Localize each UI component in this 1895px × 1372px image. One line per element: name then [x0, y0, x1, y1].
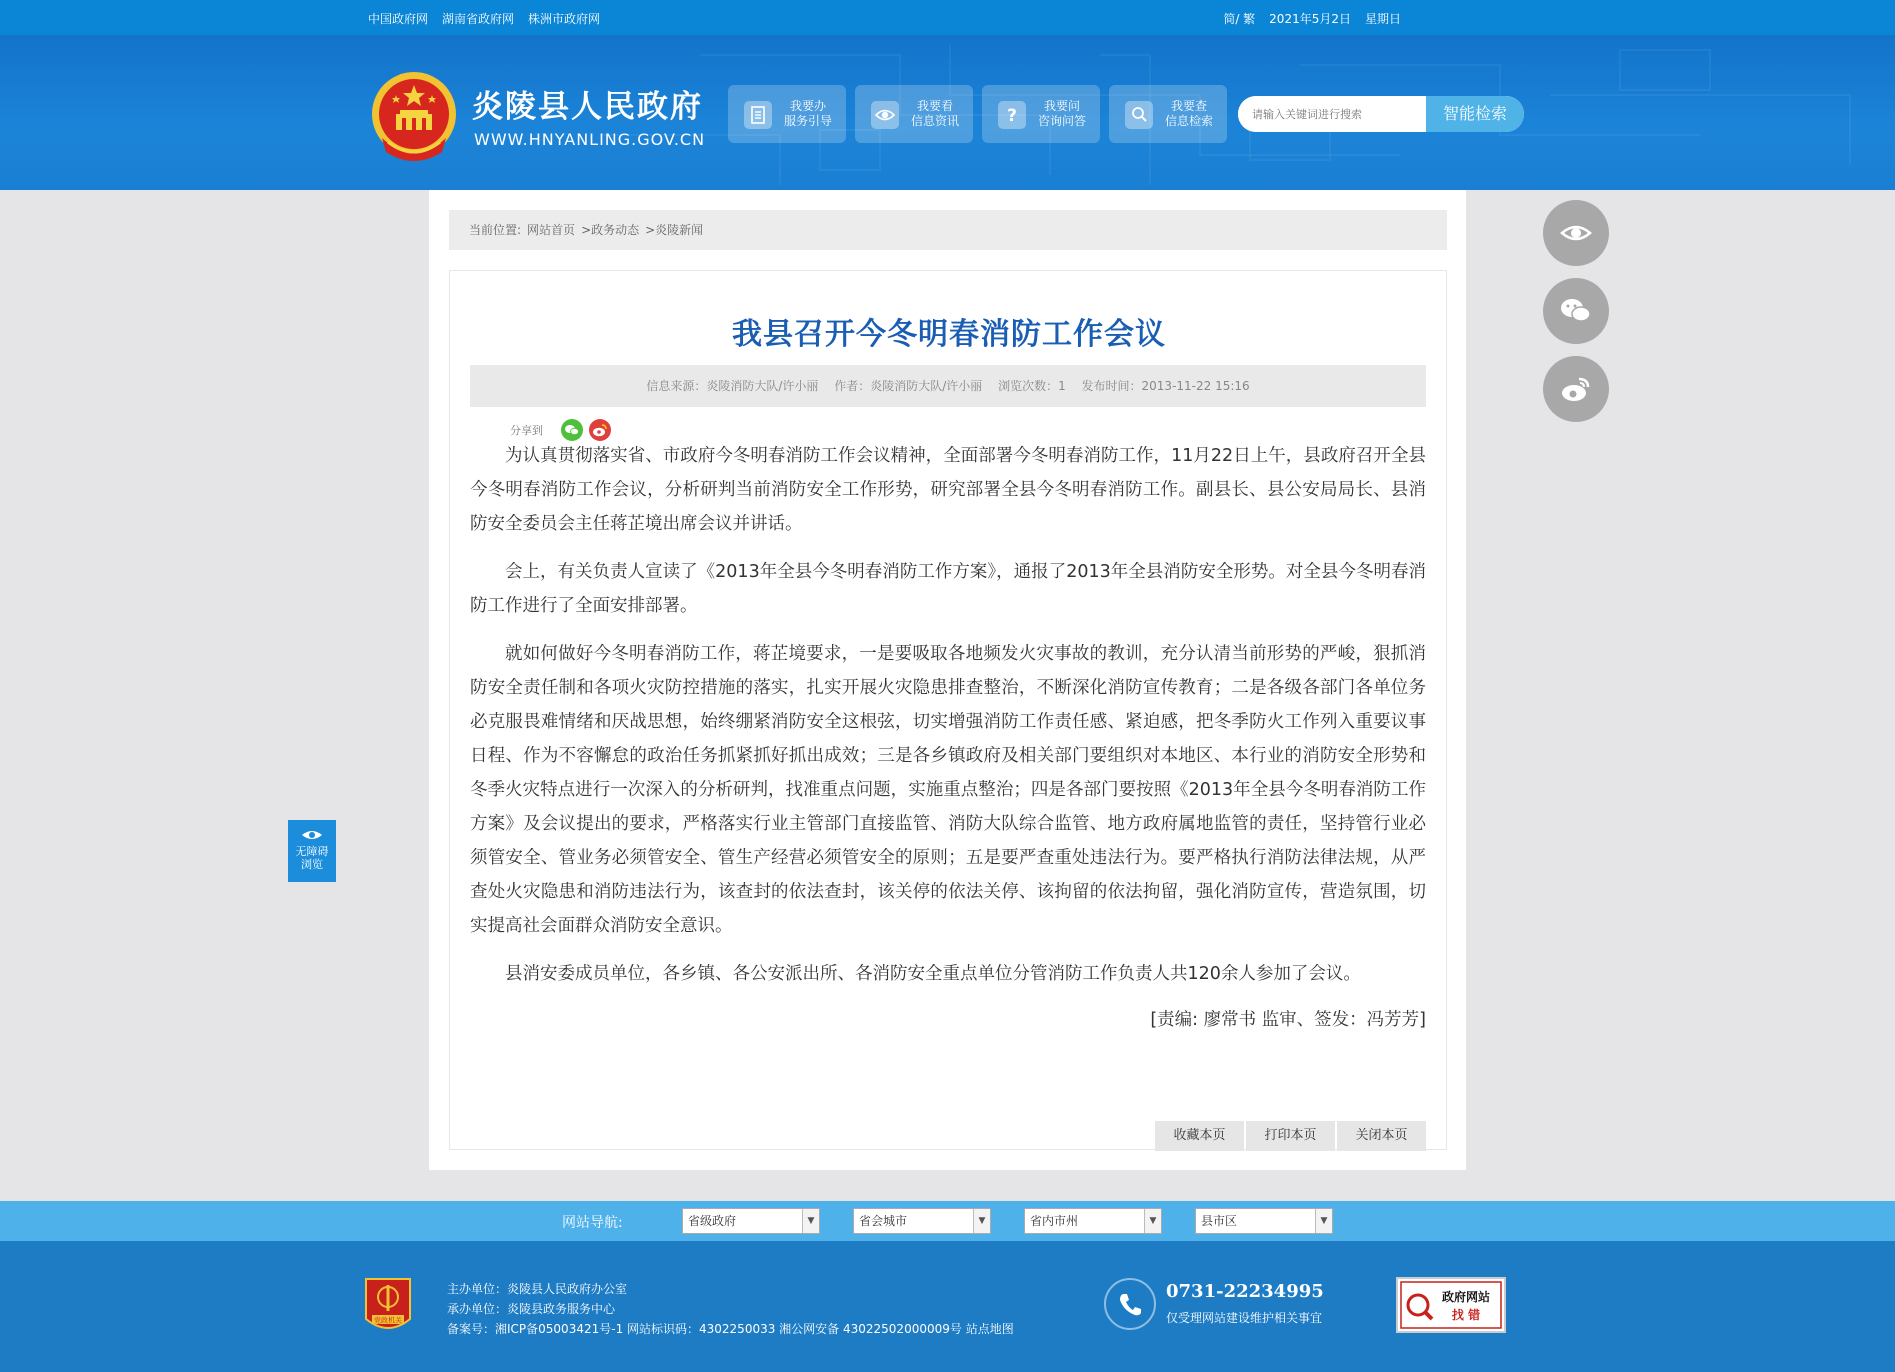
breadcrumb-home[interactable]: 网站首页 — [527, 223, 576, 237]
float-eye-button[interactable] — [1543, 200, 1609, 266]
footer-undertaker: 承办单位：炎陵县政务服务中心 — [447, 1302, 616, 1316]
contact-phone: 0731-22234995 — [1166, 1281, 1324, 1302]
question-icon — [998, 101, 1026, 129]
select-provincial-gov[interactable]: 省级政府 ▼ — [682, 1208, 820, 1234]
tile-label: 我要办 服务引导 — [783, 99, 832, 128]
select-province-city[interactable]: 省内市州 ▼ — [1024, 1208, 1162, 1234]
weibo-icon — [1543, 356, 1609, 422]
chevron-down-icon: ▼ — [1144, 1209, 1161, 1233]
site-footer — [0, 1241, 1895, 1372]
chevron-down-icon: ▼ — [802, 1209, 819, 1233]
article-paragraph: 县消安委成员单位，各乡镇、各公安派出所、各消防安全重点单位分管消防工作负责人共120余人参加了会议。 — [505, 964, 1361, 984]
nav-label: 网站导航: — [562, 1215, 623, 1231]
article-paragraph: 会上，有关负责人宣读了《2013年全县今冬明春消防工作方案》，通报了2013年全县消防安全形势。对全县今冬明春消防工作进行了全面安排部署。 — [470, 562, 1426, 616]
print-page-button[interactable]: 打印本页 — [1246, 1121, 1335, 1151]
article — [449, 270, 1447, 1150]
editor-credit: [责编: 廖常书 监审、签发：冯芳芳] — [1150, 1010, 1426, 1030]
article-meta — [470, 365, 1426, 407]
svg-text:党政机关: 党政机关 — [374, 1316, 402, 1325]
float-weibo-button[interactable] — [1543, 356, 1609, 422]
article-paragraph: 为认真贯彻落实省、市政府今冬明春消防工作会议精神，全面部署今冬明春消防工作，11月22日上午，县政府召开全县今冬明春消防工作会议，分析研判当前消防安全工作形势，研究部署全县今冬明春消防工作。副县长、县公安局局长、县消防安全委员会主任蒋芷境出席会议并讲话。 — [470, 446, 1426, 534]
search-input[interactable] — [1238, 96, 1428, 132]
link-zhuzhou-gov[interactable]: 株洲市政府网 — [528, 12, 601, 26]
site-domain: WWW.HNYANLING.GOV.CN — [474, 130, 706, 149]
meta-published: 发布时间：2013-11-22 15:16 — [1081, 379, 1250, 393]
chevron-down-icon: ▼ — [973, 1209, 990, 1233]
svg-text:?: ? — [1007, 106, 1017, 126]
tile-consult[interactable] — [982, 85, 1100, 143]
float-wechat-button[interactable] — [1543, 278, 1609, 344]
meta-views: 浏览次数：1 — [998, 379, 1066, 393]
wechat-icon[interactable] — [561, 419, 583, 441]
accessibility-label: 无障碍 — [295, 845, 329, 858]
close-page-button[interactable]: 关闭本页 — [1337, 1121, 1426, 1151]
breadcrumb — [449, 210, 1447, 250]
meta-source: 信息来源：炎陵消防大队/许小丽 — [646, 379, 819, 393]
eye-icon — [1543, 200, 1609, 266]
svg-text:政府网站: 政府网站 — [1441, 1290, 1491, 1304]
party-government-badge[interactable] — [362, 1275, 414, 1337]
article-paragraph: 就如何做好今冬明春消防工作，蒋芷境要求，一是要吸取各地频发火灾事故的教训，充分认清当前形势的严峻，狠抓消防安全责任制和各项火灾防控措施的落实，扎实开展火灾隐患排查整治，不断深化消防宣传教育；二是各级各部门各单位务必克服畏难情绪和厌战思想，始终绷紧消防安全这根弦，切实增强消防工作责任感、紧迫感，把冬季防火工作列入重要议事日程、作为不容懈怠的政治任务抓紧抓好抓出成效；三是各乡镇政府及相关部门要组织对本地区、本行业的消防安全形势和冬季火灾特点进行一次深入的分析研判，找准重点问题，实施重点整治；四是各部门要按照《2013年全县今冬明春消防工作方案》及会议提出的要求，严格落实行业主管部门直接监管、消防大队综合监管、地方政府属地监管的责任，坚持管行业必须管安全、管业务必须管安全、管生产经营必须管安全的原则；五是要严查重处违法行为。要严格执行消防法律法规，从严查处火灾隐患和消防违法行为，该查封的依法查封，该关停的依法关停、该拘留的依法拘留，强化消防宣传，营造氛围，切实提高社会面群众消防安全意识。 — [470, 644, 1426, 936]
tile-label: 我要查 信息检索 — [1164, 99, 1213, 128]
national-emblem-logo — [368, 68, 460, 168]
chevron-down-icon: ▼ — [1315, 1209, 1332, 1233]
eye-icon — [300, 828, 324, 842]
article-actions — [1155, 1121, 1426, 1151]
footer-info — [447, 1279, 1014, 1339]
link-hunan-gov[interactable]: 湖南省政府网 — [442, 12, 515, 26]
article-body — [470, 439, 1426, 1005]
lang-toggle[interactable]: 简/ 繁 — [1223, 12, 1256, 26]
select-capital-city[interactable]: 省会城市 ▼ — [853, 1208, 991, 1234]
top-links — [368, 10, 600, 27]
accessibility-button[interactable] — [288, 820, 336, 882]
wechat-icon — [1543, 278, 1609, 344]
tile-information[interactable] — [855, 85, 973, 143]
document-icon — [744, 101, 772, 129]
content-panel — [429, 190, 1466, 1170]
current-weekday: 星期日 — [1364, 12, 1401, 26]
share-label: 分享到 — [510, 424, 543, 437]
search-icon — [1125, 101, 1153, 129]
tile-retrieval[interactable] — [1109, 85, 1227, 143]
footer-record: 备案号：湘ICP备05003421号-1 网站标识码：4302250033 湘公网安备 43022502000009号 站点地图 — [447, 1322, 1014, 1336]
search-button[interactable]: 智能检索 — [1426, 96, 1524, 132]
breadcrumb-label: 当前位置: — [469, 223, 522, 237]
site-nav-bar — [0, 1201, 1895, 1241]
svg-text:找 错: 找 错 — [1451, 1308, 1481, 1322]
tile-service-guide[interactable] — [728, 85, 846, 143]
weibo-icon[interactable] — [589, 419, 611, 441]
site-header — [0, 35, 1895, 190]
phone-icon — [1104, 1278, 1156, 1330]
tile-label: 我要问 咨询问答 — [1037, 99, 1086, 128]
share-bar — [510, 419, 611, 441]
link-gov-cn[interactable]: 中国政府网 — [368, 12, 429, 26]
top-bar — [0, 0, 1895, 35]
breadcrumb-news[interactable]: >炎陵新闻 — [645, 223, 704, 237]
search-box — [1238, 96, 1524, 132]
find-error-button[interactable] — [1396, 1277, 1506, 1333]
accessibility-label: 浏览 — [301, 858, 323, 871]
eye-icon — [871, 101, 899, 129]
footer-organizer: 主办单位：炎陵县人民政府办公室 — [447, 1282, 628, 1296]
tile-label: 我要看 信息资讯 — [910, 99, 959, 128]
site-title: 炎陵县人民政府 — [472, 89, 703, 125]
top-right — [1223, 10, 1401, 27]
article-title: 我县召开今冬明春消防工作会议 — [732, 317, 1166, 352]
current-date: 2021年5月2日 — [1269, 12, 1351, 26]
breadcrumb-affairs[interactable]: >政务动态 — [581, 223, 640, 237]
contact-note: 仅受理网站建设维护相关事宜 — [1166, 1311, 1323, 1325]
bookmark-page-button[interactable]: 收藏本页 — [1155, 1121, 1244, 1151]
meta-author: 作者：炎陵消防大队/许小丽 — [834, 379, 983, 393]
select-county[interactable]: 县市区 ▼ — [1195, 1208, 1333, 1234]
